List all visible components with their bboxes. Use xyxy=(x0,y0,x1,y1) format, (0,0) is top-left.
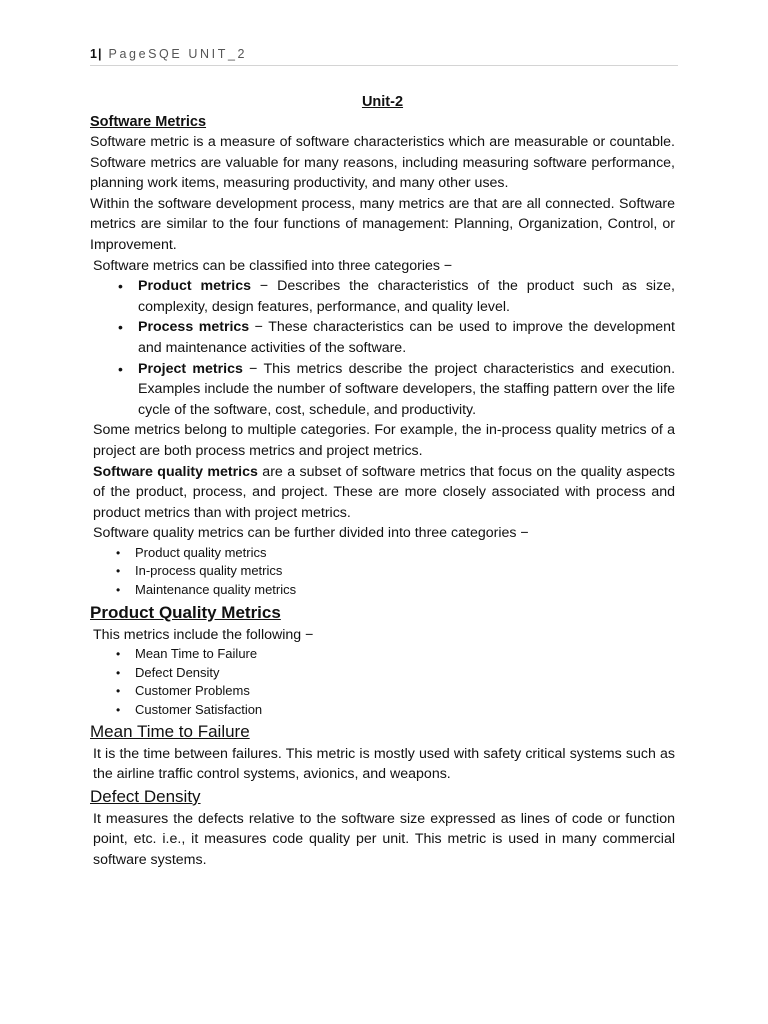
category-desc: − Describes the characteristics of the product such as size, complexity, design features, performance, and quality level. xyxy=(138,278,675,315)
product-quality-list xyxy=(90,645,675,719)
list-item: • In-process quality metrics xyxy=(135,562,675,581)
list-item: • Customer Satisfaction xyxy=(135,701,675,720)
category-term: Product metrics xyxy=(138,278,251,295)
document-body xyxy=(90,92,675,871)
quality-categories-list xyxy=(90,544,675,600)
category-term: Process metrics xyxy=(138,319,250,336)
list-item: • Customer Problems xyxy=(135,682,675,701)
product-quality-metrics-heading: Product Quality Metrics xyxy=(90,602,281,622)
category-desc: − This metrics describe the project characteristics and execution. Examples include the number of software developers, the staffing pattern over the life cycle of the software, cost, schedule, and productivity. xyxy=(138,360,676,418)
list-item: • Maintenance quality metrics xyxy=(135,581,675,600)
product-quality-intro: This metrics include the following − xyxy=(93,626,314,643)
list-item xyxy=(138,317,675,358)
list-item: • Defect Density xyxy=(135,664,675,683)
header-label: PageSQE UNIT_2 xyxy=(108,47,248,61)
page-header xyxy=(90,47,678,66)
list-item xyxy=(138,359,675,421)
list-item: • Mean Time to Failure xyxy=(135,645,675,664)
page-number: 1 xyxy=(90,47,98,61)
paragraph-quality-categories-intro: Software quality metrics can be further divided into three categories − xyxy=(93,525,529,542)
software-metrics-heading: Software Metrics xyxy=(90,114,207,130)
paragraph-management: Within the software development process, many metrics are that are all connected. Software metrics are similar to the four functions of management: Planning, Organization, Control, or Improvement. xyxy=(90,195,675,253)
unit-title: Unit-2 xyxy=(361,94,404,110)
metric-categories-list xyxy=(90,276,675,420)
quality-metrics-desc: are a subset of software metrics that focus on the quality aspects of the product, process, and project. These are more closely associated with process and product metrics than with project metrics. xyxy=(93,463,675,521)
category-desc: − These characteristics can be used to improve the development and maintenance activities of the software. xyxy=(138,319,675,356)
paragraph-definition: Software metric is a measure of software characteristics which are measurable or countable. Software metrics are valuable for many reasons, including measuring software performance, planning work items, measuring productivity, and many other uses. xyxy=(90,134,675,192)
quality-metrics-term: Software quality metrics xyxy=(93,463,258,480)
header-separator: | xyxy=(97,47,103,61)
defect-density-body: It measures the defects relative to the software size expressed as lines of code or function point, etc. i.e., it measures code quality per unit. This metric is used in many commercial software systems. xyxy=(93,810,675,868)
paragraph-categories-intro: Software metrics can be classified into three categories − xyxy=(93,257,453,274)
list-item: • Product quality metrics xyxy=(135,544,675,563)
mttf-body: It is the time between failures. This metric is mostly used with safety critical systems such as the airline traffic control systems, avionics, and weapons. xyxy=(93,745,675,783)
list-item xyxy=(138,276,675,317)
mttf-heading: Mean Time to Failure xyxy=(90,721,250,741)
category-term: Project metrics xyxy=(138,360,243,377)
defect-density-heading: Defect Density xyxy=(90,786,201,806)
paragraph-multiple-categories: Some metrics belong to multiple categories. For example, the in-process quality metrics of a project are both process metrics and project metrics. xyxy=(93,422,675,459)
paragraph-quality-metrics xyxy=(90,462,675,524)
